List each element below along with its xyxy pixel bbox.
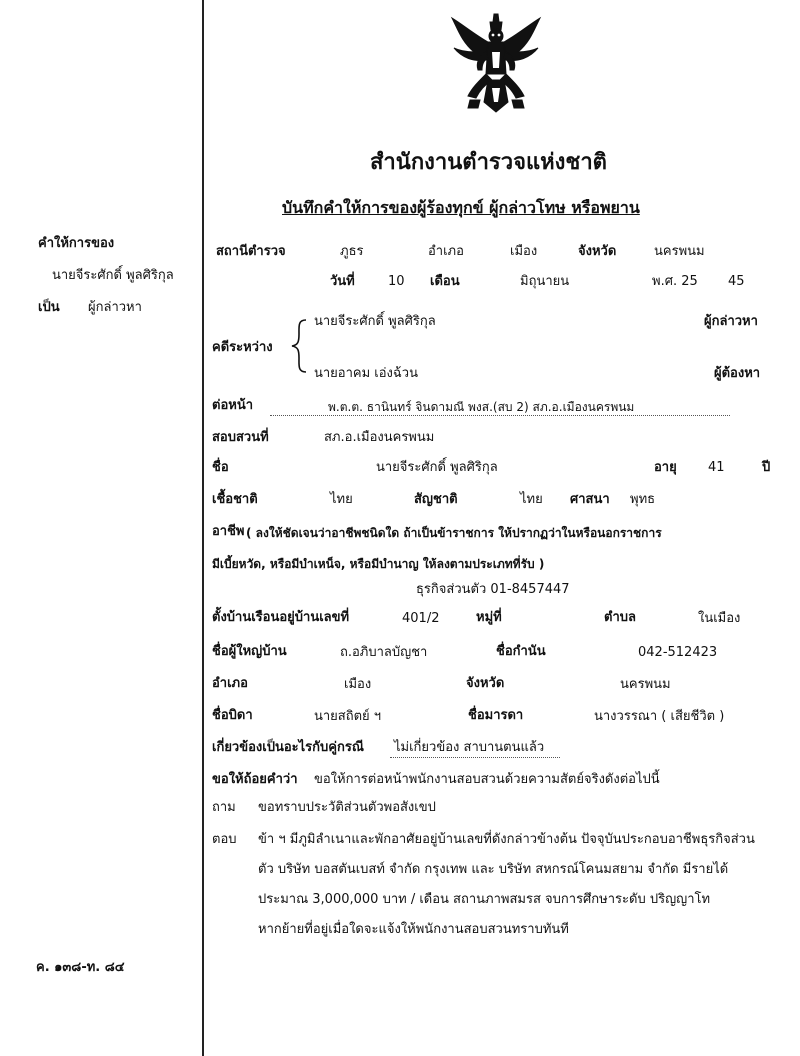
statement-intro-label: ขอให้ถ้อยคำว่า bbox=[212, 772, 298, 787]
sidebar-as-value: ผู้กล่าวหา bbox=[88, 300, 142, 315]
agency-title: สำนักงานตำรวจแห่งชาติ bbox=[370, 150, 607, 175]
occupation-value: ธุรกิจส่วนตัว 01-8457447 bbox=[416, 582, 570, 597]
mother-label: ชื่อมารดา bbox=[468, 708, 524, 723]
month-label: เดือน bbox=[430, 274, 460, 289]
garuda-emblem-icon bbox=[448, 12, 544, 114]
age-unit: ปี bbox=[762, 460, 771, 475]
form-title: บันทึกคำให้การของผู้ร้องทุกข์ ผู้กล่าวโทษ หรือพยาน bbox=[282, 198, 640, 217]
house-label: ตั้งบ้านเรือนอยู่บ้านเลขที่ bbox=[212, 610, 350, 625]
case-between-label: คดีระหว่าง bbox=[212, 340, 273, 355]
relation-label: เกี่ยวข้องเป็นอะไรกับคู่กรณี bbox=[212, 740, 364, 755]
margin-line bbox=[202, 0, 204, 1056]
moo-label: หมู่ที่ bbox=[476, 610, 502, 625]
station-label: สถานีตำรวจ bbox=[216, 244, 286, 259]
nationality-label: สัญชาติ bbox=[414, 492, 458, 507]
occupation-label: อาชีพ bbox=[212, 524, 245, 539]
sidebar-statement-of-label: คำให้การของ bbox=[38, 236, 115, 251]
house-value: 401/2 bbox=[402, 611, 440, 626]
father-value: นายสถิตย์ ฯ bbox=[314, 709, 382, 724]
subdistrict-value: ในเมือง bbox=[698, 611, 741, 626]
month-value: มิถุนายน bbox=[520, 274, 570, 289]
changwat-value: นครพนม bbox=[620, 677, 671, 692]
form-code: ค. ๑๓๘-ท. ๘๔ bbox=[36, 960, 125, 975]
before-value: พ.ต.ต. ธานินทร์ จินดามณี พงส.(สบ 2) สภ.อ.เมืองนครพนม bbox=[328, 400, 635, 414]
district-label: อำเภอ bbox=[428, 244, 464, 259]
age-value: 41 bbox=[708, 460, 725, 475]
station-value: ภูธร bbox=[340, 244, 364, 259]
district-value: เมือง bbox=[510, 244, 538, 259]
investigator-label: สอบสวนที่ bbox=[212, 430, 269, 445]
changwat-label: จังหวัด bbox=[466, 676, 505, 691]
case-party2-role: ผู้ต้องหา bbox=[714, 366, 761, 381]
investigator-value: สภ.อ.เมืองนครพนม bbox=[324, 430, 435, 445]
father-label: ชื่อบิดา bbox=[212, 708, 253, 723]
occupation-note1: ( ลงให้ชัดเจนว่าอาชีพชนิดใด ถ้าเป็นข้าราชการ ให้ปรากฏว่าในหรือนอกราชการ bbox=[246, 526, 662, 540]
subdistrict-label: ตำบล bbox=[604, 610, 636, 625]
kamnan-value: 042-512423 bbox=[638, 645, 718, 660]
case-party2: นายอาคม เอ่งฉ้วน bbox=[314, 366, 418, 381]
day-value: 10 bbox=[388, 274, 405, 289]
mother-value: นางวรรณา ( เสียชีวิต ) bbox=[594, 709, 725, 724]
year-label: พ.ศ. 25 bbox=[652, 274, 698, 289]
before-line bbox=[270, 415, 730, 416]
sidebar-statement-of-name: นายจีระศักดิ์ พูลศิริกุล bbox=[52, 268, 174, 283]
case-party1: นายจีระศักดิ์ พูลศิริกุล bbox=[314, 314, 436, 329]
name-value: นายจีระศักดิ์ พูลศิริกุล bbox=[376, 460, 498, 475]
question-value: ขอทราบประวัติส่วนตัวพอสังเขป bbox=[258, 800, 436, 815]
occupation-note2: มีเบี้ยหวัด, หรือมีบำเหน็จ, หรือมีบำนาญ ให้ลงตามประเภทที่รับ ) bbox=[212, 557, 545, 571]
relation-line bbox=[390, 757, 560, 758]
brace-icon bbox=[290, 318, 308, 374]
statement-intro-value: ขอให้การต่อหน้าพนักงานสอบสวนด้วยความสัตย์จริงดังต่อไปนี้ bbox=[314, 772, 660, 787]
race-label: เชื้อชาติ bbox=[212, 492, 258, 507]
headman-label: ชื่อผู้ใหญ่บ้าน bbox=[212, 644, 287, 659]
year-value: 45 bbox=[728, 274, 745, 289]
headman-value: ถ.อภิบาลบัญชา bbox=[340, 645, 428, 660]
religion-label: ศาสนา bbox=[570, 492, 610, 507]
case-party1-role: ผู้กล่าวหา bbox=[704, 314, 758, 329]
nationality-value: ไทย bbox=[520, 492, 543, 507]
answer-label: ตอบ bbox=[212, 832, 237, 847]
answer-line-2: ตัว บริษัท บอสตันเบสท์ จำกัด กรุงเทพ และ บริษัท สหกรณ์โคนมสยาม จำกัด มีรายได้ bbox=[258, 862, 729, 877]
amphoe-label: อำเภอ bbox=[212, 676, 248, 691]
question-label: ถาม bbox=[212, 800, 236, 815]
age-label: อายุ bbox=[654, 460, 677, 475]
amphoe-value: เมือง bbox=[344, 677, 372, 692]
answer-line-4: หากย้ายที่อยู่เมื่อใดจะแจ้งให้พนักงานสอบสวนทราบทันที bbox=[258, 922, 569, 937]
relation-value: ไม่เกี่ยวข้อง สาบานตนแล้ว bbox=[394, 740, 545, 755]
name-label: ชื่อ bbox=[212, 460, 229, 475]
day-label: วันที่ bbox=[330, 274, 355, 289]
kamnan-label: ชื่อกำนัน bbox=[496, 644, 546, 659]
province-label: จังหวัด bbox=[578, 244, 617, 259]
sidebar-as-label: เป็น bbox=[38, 300, 60, 315]
answer-line-1: ข้า ฯ มีภูมิลำเนาและพักอาศัยอยู่บ้านเลขที่ดังกล่าวข้างต้น ปัจจุบันประกอบอาชีพธุรกิจส่วน bbox=[258, 832, 755, 847]
province-value: นครพนม bbox=[654, 244, 705, 259]
answer-line-3: ประมาณ 3,000,000 บาท / เดือน สถานภาพสมรส จบการศึกษาระดับ ปริญญาโท bbox=[258, 892, 711, 907]
before-label: ต่อหน้า bbox=[212, 398, 254, 413]
religion-value: พุทธ bbox=[630, 492, 656, 507]
race-value: ไทย bbox=[330, 492, 353, 507]
